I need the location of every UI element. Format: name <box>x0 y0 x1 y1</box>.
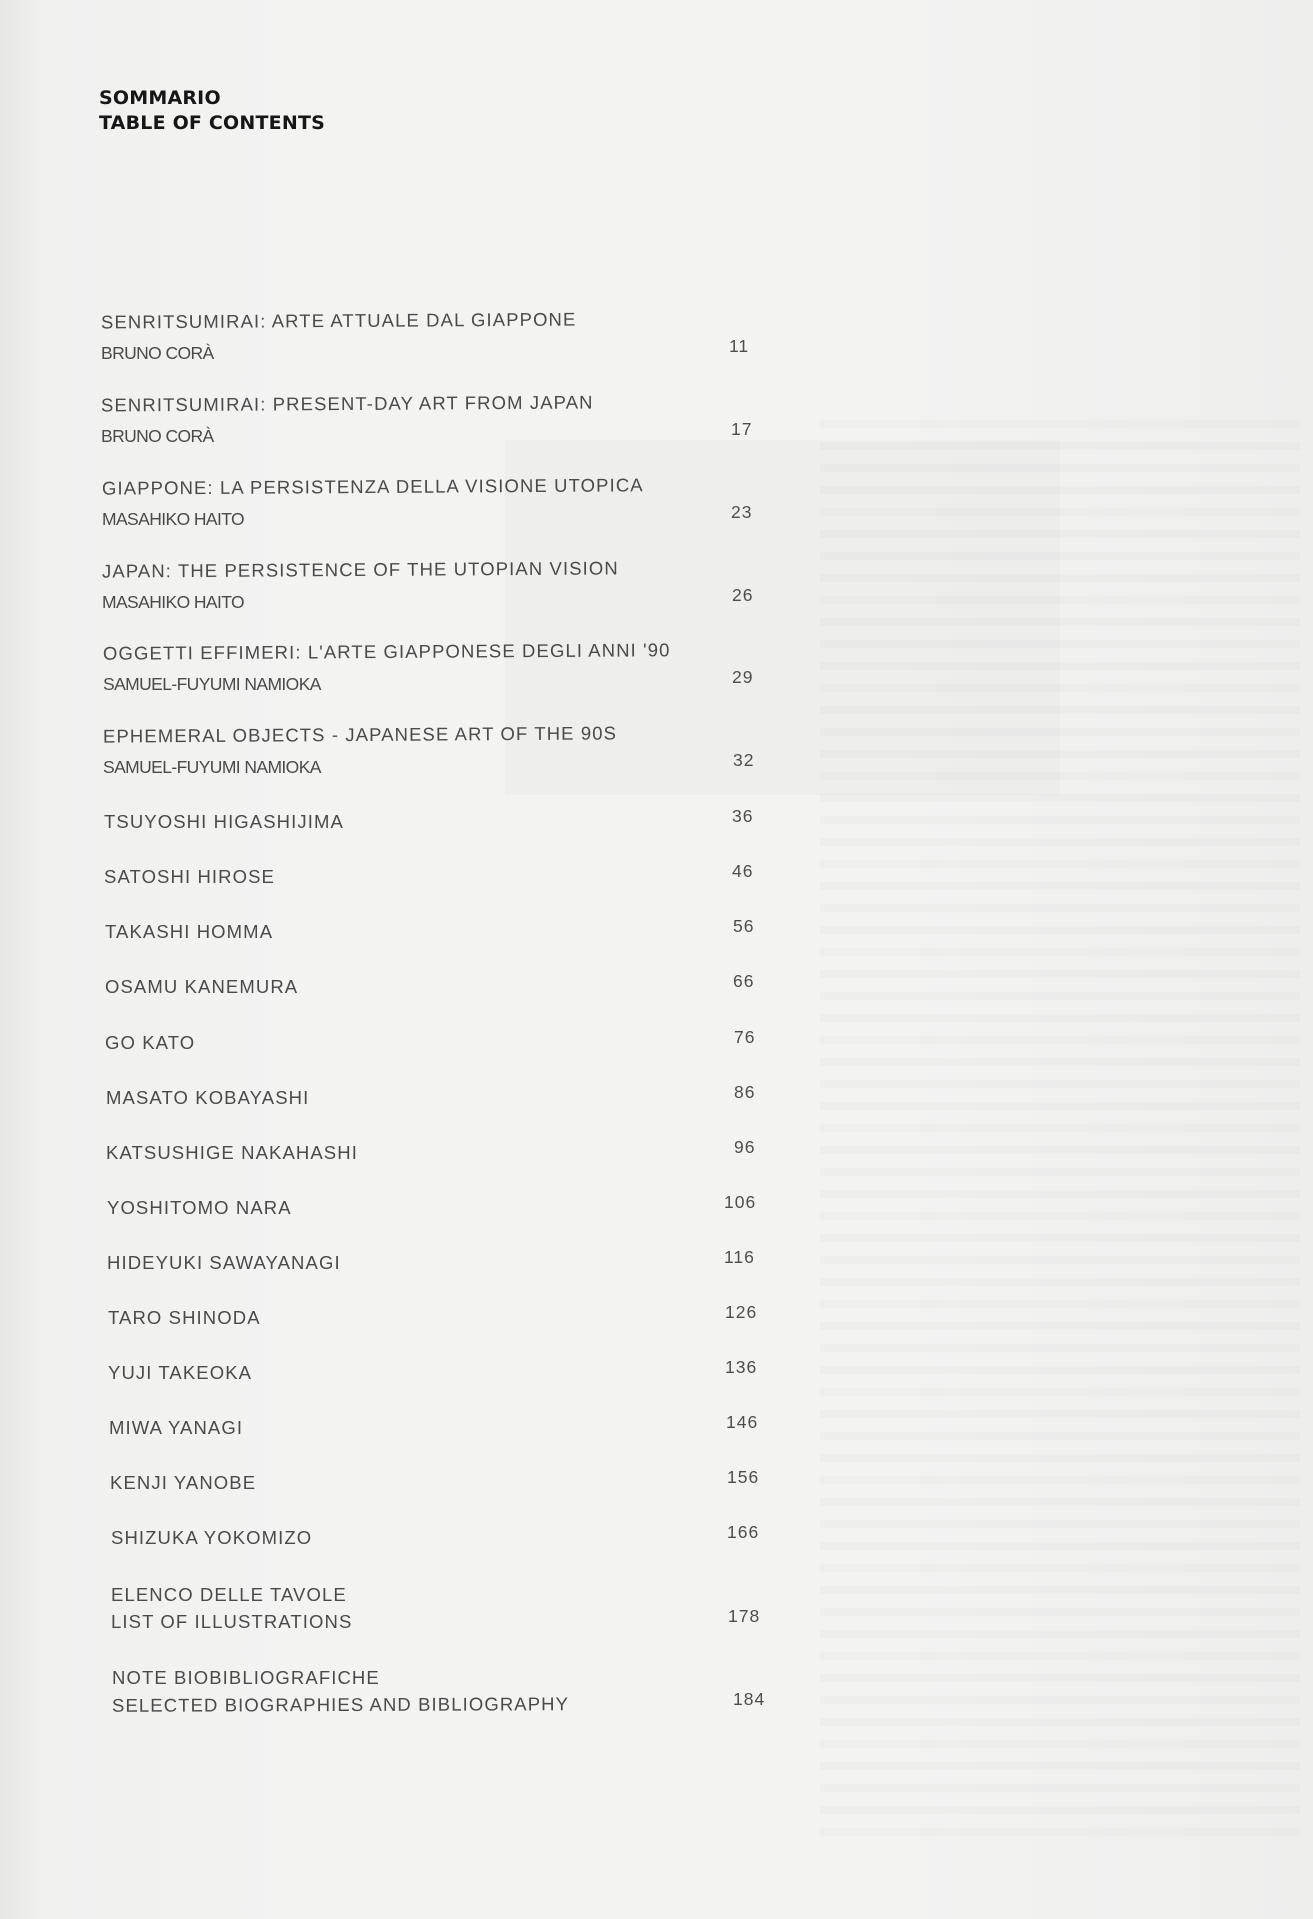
toc-entry-page: 29 <box>732 667 754 687</box>
toc-entry-title: SHIZUKA YOKOMIZO <box>111 1527 313 1548</box>
toc-entry-page: 156 <box>727 1467 760 1487</box>
toc-entry-page: 17 <box>731 419 753 439</box>
toc-entry-page: 116 <box>724 1247 755 1267</box>
toc-entry-page: 26 <box>732 585 754 605</box>
toc-entry-author: BRUNO CORÀ <box>101 343 214 363</box>
toc-entry-title: OSAMU KANEMURA <box>105 976 299 997</box>
toc-entry-title: MASATO KOBAYASHI <box>106 1087 310 1108</box>
toc-entry-page: 56 <box>733 916 755 936</box>
toc-entry-title: TSUYOSHI HIGASHIJIMA <box>104 811 344 832</box>
toc-entry-title: TAKASHI HOMMA <box>105 921 274 942</box>
toc-entry-page: 96 <box>734 1137 756 1157</box>
toc-entry-page: 136 <box>725 1357 758 1377</box>
toc-entry-title: EPHEMERAL OBJECTS - JAPANESE ART OF THE 90S <box>102 722 618 747</box>
toc-entry-page: 36 <box>732 806 754 826</box>
toc-entry-title: SENRITSUMIRAI: ARTE ATTUALE DAL GIAPPONE <box>100 308 577 333</box>
toc-entry-title: GO KATO <box>105 1032 196 1053</box>
toc-entry-title: KENJI YANOBE <box>110 1472 257 1493</box>
toc-entry-page: 11 <box>729 336 750 356</box>
toc-entry-author: SAMUEL-FUYUMI NAMIOKA <box>103 757 321 777</box>
toc-entry-title: GIAPPONE: LA PERSISTENZA DELLA VISIONE UTOPICA <box>101 474 644 499</box>
toc-entry-page: 76 <box>734 1027 756 1047</box>
toc-entry-title: JAPAN: THE PERSISTENCE OF THE UTOPIAN VISION <box>101 557 619 582</box>
toc-entry-title: SATOSHI HIROSE <box>104 866 275 887</box>
toc-entry-page: 178 <box>728 1606 761 1626</box>
toc-entry-page: 146 <box>726 1412 759 1432</box>
toc-entry-page: 106 <box>724 1192 757 1212</box>
toc-entry-author: BRUNO CORÀ <box>101 426 214 446</box>
toc-entry-subtitle: LIST OF ILLUSTRATIONS <box>111 1611 353 1632</box>
toc-entry-subtitle: SELECTED BIOGRAPHIES AND BIBLIOGRAPHY <box>111 1693 570 1716</box>
toc-entry-page: 46 <box>732 861 754 881</box>
toc-entry-title: YOSHITOMO NARA <box>107 1197 292 1218</box>
toc-entry-title: MIWA YANAGI <box>109 1417 244 1438</box>
toc-entry-author: SAMUEL-FUYUMI NAMIOKA <box>103 674 321 694</box>
heading-italian: SOMMARIO <box>99 87 221 109</box>
toc-entry-title: ELENCO DELLE TAVOLE <box>111 1584 347 1605</box>
toc-entry-author: MASAHIKO HAITO <box>102 592 244 612</box>
toc-entry-title: TARO SHINODA <box>108 1307 261 1328</box>
page-heading <box>99 86 325 136</box>
toc-entry-page: 126 <box>725 1302 758 1322</box>
toc-entry-title: NOTE BIOBIBLIOGRAFICHE <box>112 1667 380 1688</box>
toc-entry-title: SENRITSUMIRAI: PRESENT-DAY ART FROM JAPAN <box>100 391 594 416</box>
toc-entry-title: HIDEYUKI SAWAYANAGI <box>107 1252 341 1273</box>
toc-entry-page: 86 <box>734 1082 756 1102</box>
toc-entry-page: 184 <box>733 1689 766 1709</box>
toc-entry-page: 166 <box>727 1522 760 1542</box>
toc-entry-page: 32 <box>733 750 755 770</box>
toc-entry-title: KATSUSHIGE NAKAHASHI <box>106 1142 358 1163</box>
bleed-through-text <box>820 420 1300 1840</box>
toc-entry-title: YUJI TAKEOKA <box>108 1362 253 1383</box>
toc-entry-page: 66 <box>733 971 755 991</box>
toc-entry-author: MASAHIKO HAITO <box>102 509 244 529</box>
heading-english: TABLE OF CONTENTS <box>99 112 326 134</box>
toc-entry-title: OGGETTI EFFIMERI: L'ARTE GIAPPONESE DEGLI ANNI '90 <box>102 639 671 664</box>
toc-entry-page: 23 <box>731 502 753 522</box>
